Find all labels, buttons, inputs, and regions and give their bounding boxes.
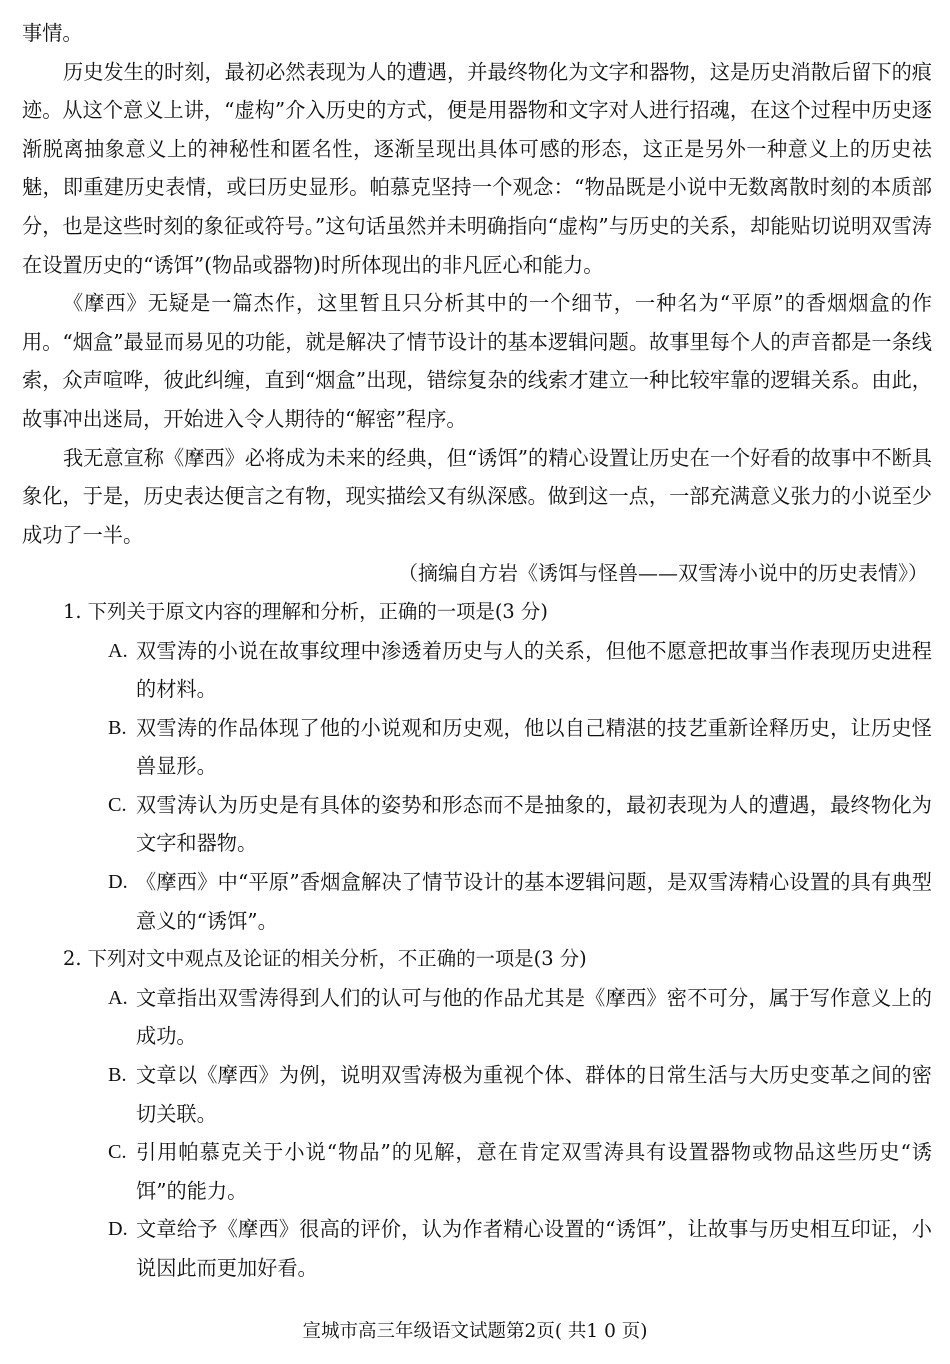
option-c: [22, 786, 932, 863]
option-text: 《摩西》中“平原”香烟盒解决了情节设计的基本逻辑问题，是双雪涛精心设置的具有典型意义的“诱饵”。: [136, 870, 932, 933]
option-text: 文章给予《摩西》很高的评价，认为作者精心设置的“诱饵”，让故事与历史相互印证，小说因此而更加好看。: [136, 1217, 932, 1280]
option-b: [22, 709, 932, 786]
option-letter: B.: [108, 716, 127, 739]
question-2: [22, 940, 932, 1287]
option-text: 双雪涛的作品体现了他的小说观和历史观，他以自己精湛的技艺重新诠释历史，让历史怪兽显形。: [136, 715, 932, 779]
option-text: 双雪涛认为历史是有具体的姿势和形态而不是抽象的，最初表现为人的遭遇，最终物化为文字和器物。: [136, 792, 932, 856]
option-text: 文章指出双雪涛得到人们的认可与他的作品尤其是《摩西》密不可分，属于写作意义上的成功。: [136, 985, 932, 1049]
option-d: [22, 1210, 932, 1287]
option-letter: C.: [108, 1141, 127, 1164]
option-letter: A.: [108, 639, 128, 662]
question-1: [22, 593, 932, 940]
option-text: 引用帕慕克关于小说“物品”的见解，意在肯定双雪涛具有设置器物或物品这些历史“诱饵”的能力。: [136, 1140, 932, 1203]
option-letter: A.: [108, 986, 128, 1009]
exam-page: [22, 14, 932, 1288]
option-c: [22, 1133, 932, 1210]
passage-paragraph: 我无意宣称《摩西》必将成为未来的经典，但“诱饵”的精心设置让历史在一个好看的故事中不断具象化，于是，历史表达便言之有物，现实描绘又有纵深感。做到这一点，一部充满意义张力的小说至少成功了一半。: [22, 445, 932, 547]
option-letter: C.: [108, 793, 127, 816]
passage-paragraph: 《摩西》无疑是一篇杰作，这里暂且只分析其中的一个细节，一种名为“平原”的香烟烟盒的作用。“烟盒”最显而易见的功能，就是解决了情节设计的基本逻辑问题。故事里每个人的声音都是一条线索，众声喧哗，彼此纠缠，直到“烟盒”出现，错综复杂的线索才建立一种比较牢靠的逻辑关系。由此，故事冲出迷局，开始进入令人期待的“解密”程序。: [22, 291, 932, 431]
option-a: [22, 632, 932, 709]
option-letter: B.: [108, 1064, 127, 1087]
source-citation: （摘编自方岩《诱饵与怪兽——双雪涛小说中的历史表情》）: [398, 561, 928, 586]
option-b: [22, 1056, 932, 1133]
option-letter: D.: [108, 871, 128, 894]
option-a: [22, 979, 932, 1056]
option-text: 双雪涛的小说在故事纹理中渗透着历史与人的关系，但他不愿意把故事当作表现历史进程的材料。: [136, 638, 932, 702]
question-stem: 1. 下列关于原文内容的理解和分析，正确的一项是(3 分): [63, 599, 548, 623]
passage-fragment: 事情。: [22, 21, 83, 45]
option-text: 文章以《摩西》为例，说明双雪涛极为重视个体、群体的日常生活与大历史变革之间的密切关联。: [136, 1063, 932, 1126]
page-footer: 宣城市高三年级语文试题第2页( 共1 0 页): [302, 1321, 648, 1342]
question-stem: 2. 下列对文中观点及论证的相关分析，不正确的一项是(3 分): [63, 947, 587, 971]
option-d: [22, 863, 932, 940]
passage-paragraph: 历史发生的时刻，最初必然表现为人的遭遇，并最终物化为文字和器物，这是历史消散后留下的痕迹。从这个意义上讲，“虚构”介入历史的方式，便是用器物和文字对人进行招魂，在这个过程中历史逐渐脱离抽象意义上的神秘性和匿名性，逐渐呈现出具体可感的形态，这正是另外一种意义上的历史祛魅，即重建历史表情，或曰历史显形。帕慕克坚持一个观念：“物品既是小说中无数离散时刻的本质部分，也是这些时刻的象征或符号。”这句话虽然并未明确指向“虚构”与历史的关系，却能贴切说明双雪涛在设置历史的“诱饵”(物品或器物)时所体现出的非凡匠心和能力。: [22, 59, 932, 277]
option-letter: D.: [108, 1218, 128, 1241]
